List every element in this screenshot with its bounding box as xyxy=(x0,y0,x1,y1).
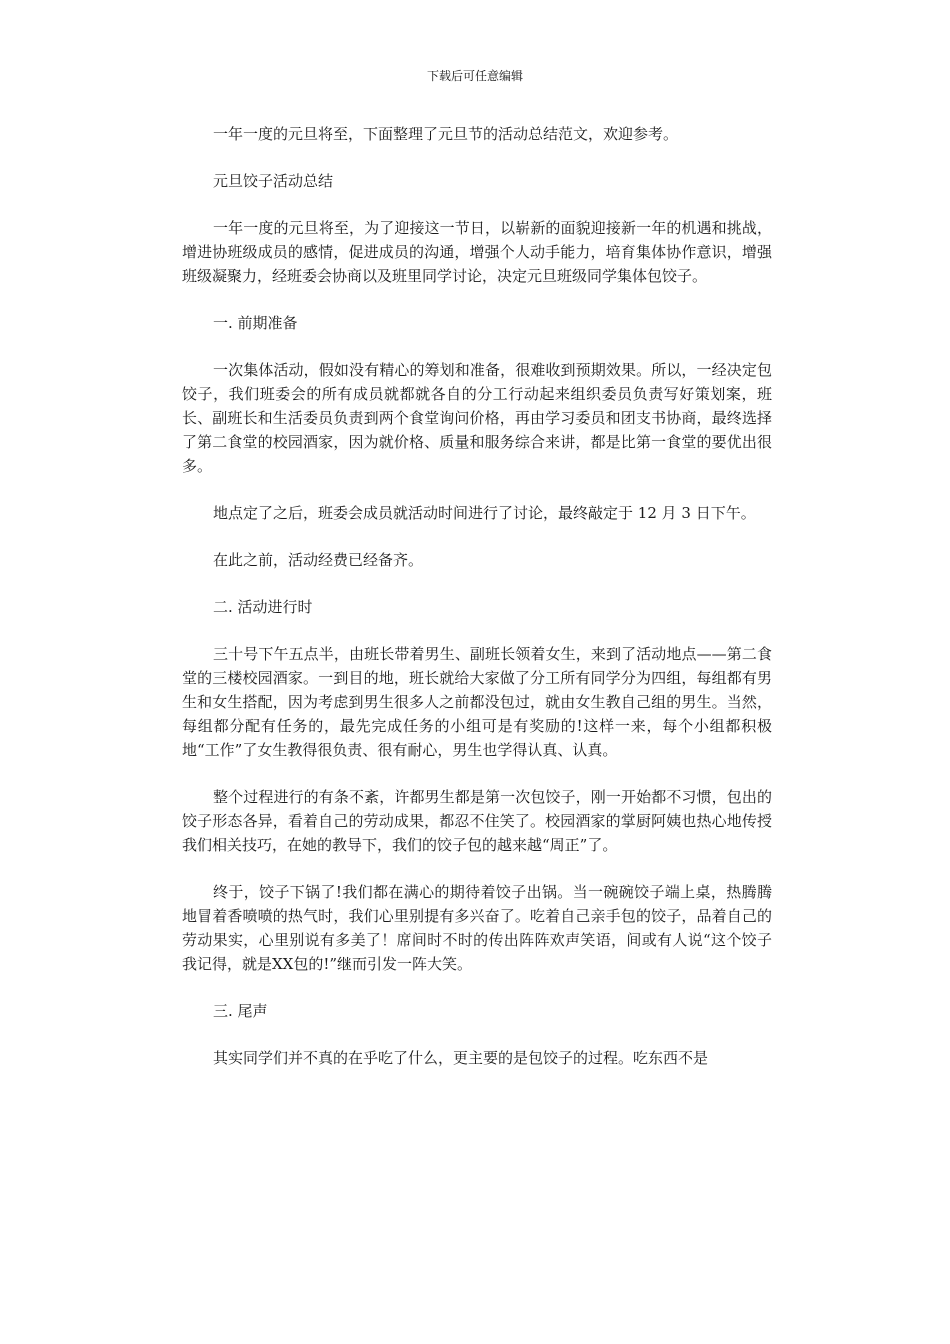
body-paragraph: 其实同学们并不真的在乎吃了什么，更主要的是包饺子的过程。吃东西不是 xyxy=(213,1049,709,1067)
body-paragraph: 一次集体活动，假如没有精心的筹划和准备，很难收到预期效果。所以，一经决定包饺子，我们班委会的所有成员就都就各自的分工行动起来组织委员负责写好策划案，班长、副班长和生活委员负责到两个食堂询问价格，再由学习委员和团支书协商，最终选择了第二食堂的校园酒家，因为就价格、质量和服务综合来讲，都是比第一食堂的要优出很多。 xyxy=(182,361,772,475)
body-paragraph: 整个过程进行的有条不紊，许都男生都是第一次包饺子，刚一开始都不习惯，包出的饺子形态各异，看着自己的劳动成果，都忍不住笑了。校园酒家的掌厨阿姨也热心地传授我们相关技巧，在她的教导下，我们的饺子包的越来越“周正”了。 xyxy=(182,788,772,854)
section-heading: 三. 尾声 xyxy=(213,1002,268,1020)
document-title: 元旦饺子活动总结 xyxy=(213,172,334,190)
body-paragraph: 三十号下午五点半，由班长带着男生、副班长领着女生，来到了活动地点——第二食堂的三楼校园酒家。一到目的地，班长就给大家做了分工所有同学分为四组，每组都有男生和女生搭配，因为考虑到男生很多人之前都没包过，就由女生教自己组的男生。当然，每组都分配有任务的，最先完成任务的小组可是有奖励的!这样一来，每个小组都积极地“工作”了女生教得很负责、很有耐心，男生也学得认真、认真。 xyxy=(182,645,772,759)
section-heading: 二. 活动进行时 xyxy=(213,598,313,616)
body-paragraph: 终于，饺子下锅了!我们都在满心的期待着饺子出锅。当一碗碗饺子端上桌，热腾腾地冒着香喷喷的热气时，我们心里别提有多兴奋了。吃着自己亲手包的饺子，品着自己的劳动果实，心里别说有多美了！席间时不时的传出阵阵欢声笑语，间或有人说“这个饺子我记得，就是XX包的!”继而引发一阵大笑。 xyxy=(182,883,772,973)
intro-paragraph: 一年一度的元旦将至，下面整理了元旦节的活动总结范文，欢迎参考。 xyxy=(213,125,679,143)
body-paragraph: 一年一度的元旦将至，为了迎接这一节日，以崭新的面貌迎接新一年的机遇和挑战，增进协班级成员的感情，促进成员的沟通，增强个人动手能力，培育集体协作意识，增强班级凝聚力，经班委会协商以及班里同学讨论，决定元旦班级同学集体包饺子。 xyxy=(182,219,772,285)
page-header: 下载后可任意编辑 xyxy=(426,69,523,83)
document-body xyxy=(182,122,772,1093)
body-paragraph: 在此之前，活动经费已经备齐。 xyxy=(213,551,424,569)
body-paragraph: 地点定了之后，班委会成员就活动时间进行了讨论，最终敲定于 12 月 3 日下午。 xyxy=(213,504,756,522)
section-heading: 一. 前期准备 xyxy=(213,314,298,332)
